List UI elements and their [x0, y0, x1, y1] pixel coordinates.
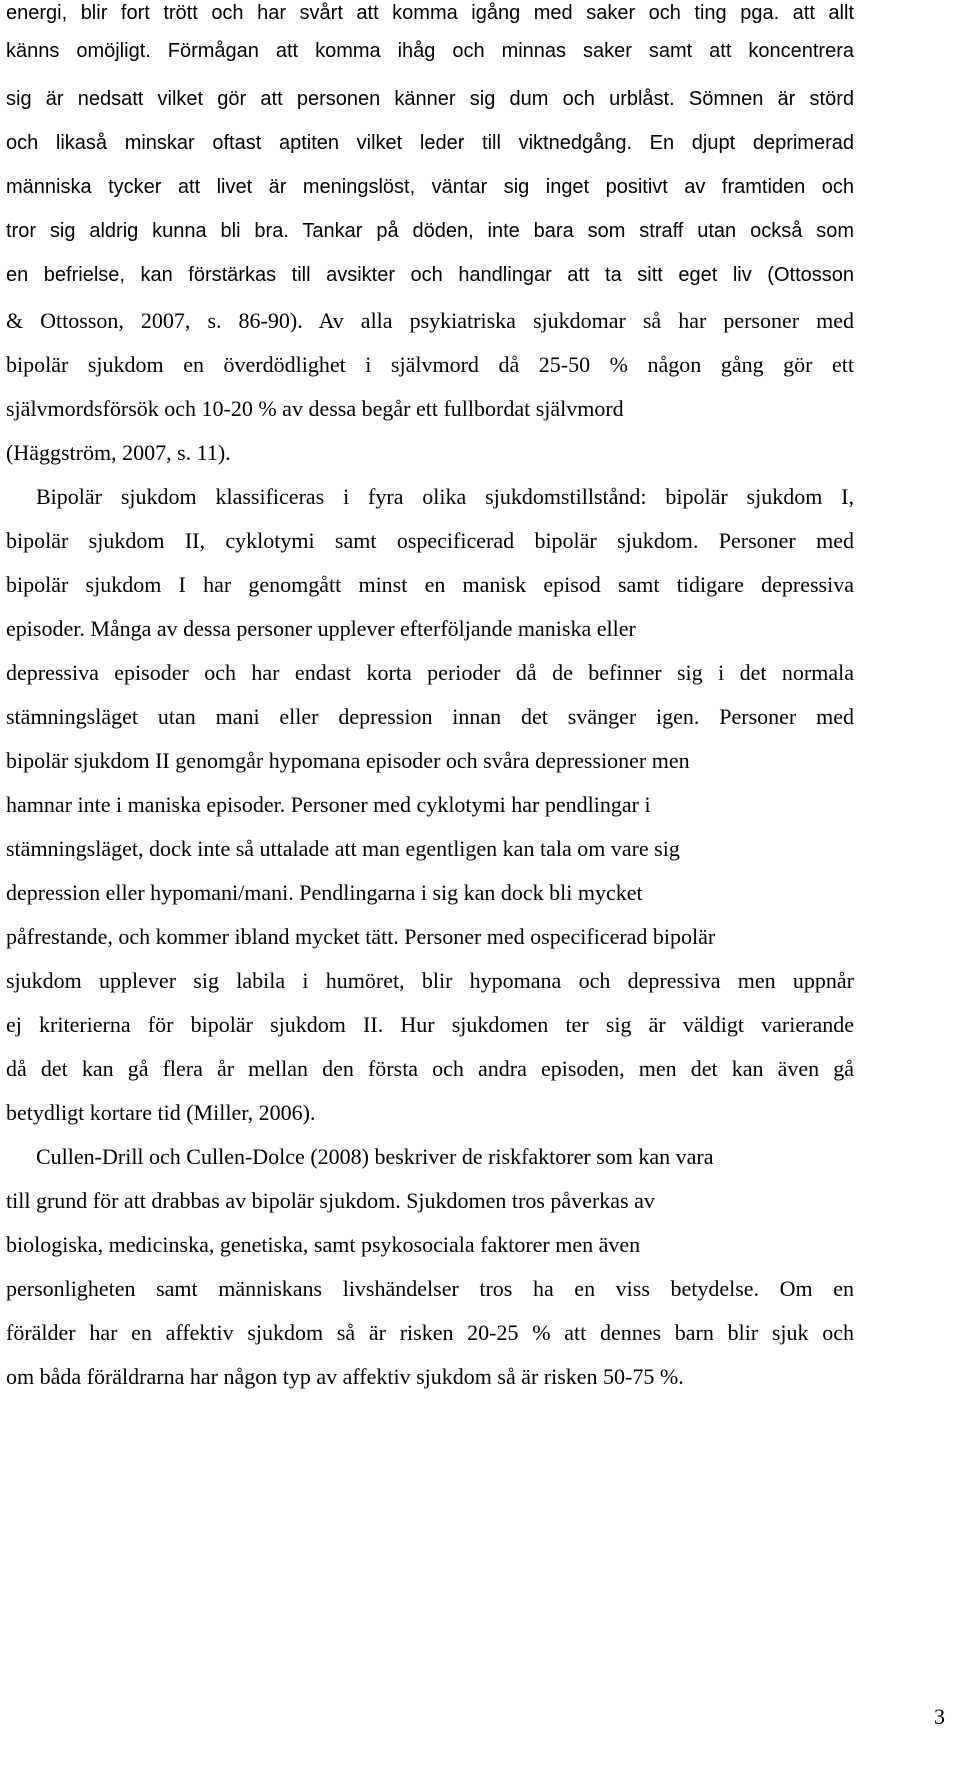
text-line: till grund för att drabbas av bipolär sjukdom. Sjukdomen tros påverkas av: [6, 1188, 655, 1213]
text-line: betydligt kortare tid (Miller, 2006).: [6, 1100, 316, 1125]
text-line: människa tycker att livet är meningslöst, väntar sig inget positivt av framtiden och: [6, 176, 854, 198]
text-line: tror sig aldrig kunna bli bra. Tankar på döden, inte bara som straff utan också som: [6, 220, 854, 242]
text-line: självmordsförsök och 10-20 % av dessa begår ett fullbordat självmord: [6, 396, 624, 421]
text-line: energi, blir fort trött och har svårt att komma igång med saker och ting pga. att allt: [6, 2, 854, 24]
text-line: & Ottosson, 2007, s. 86-90). Av alla psykiatriska sjukdomar så har personer med: [6, 308, 854, 333]
text-line: personligheten samt människans livshändelser tros ha en viss betydelse. Om en: [6, 1276, 854, 1301]
text-line: stämningsläget, dock inte så uttalade att man egentligen kan tala om vare sig: [6, 836, 680, 861]
text-line: depression eller hypomani/mani. Pendlingarna i sig kan dock bli mycket: [6, 880, 643, 905]
text-line: sig är nedsatt vilket gör att personen känner sig dum och urblåst. Sömnen är störd: [6, 88, 854, 110]
text-line: bipolär sjukdom I har genomgått minst en manisk episod samt tidigare depressiva: [6, 572, 854, 597]
text-line: en befrielse, kan förstärkas till avsikter och handlingar att ta sitt eget liv (Ottosson: [6, 264, 854, 286]
text-line: känns omöjligt. Förmågan att komma ihåg och minnas saker samt att koncentrera: [6, 40, 854, 62]
text-line: episoder. Många av dessa personer upplever efterföljande maniska eller: [6, 616, 636, 641]
text-line: ej kriterierna för bipolär sjukdom II. Hur sjukdomen ter sig är väldigt varierande: [6, 1012, 854, 1037]
paragraph-first-line: Cullen-Drill och Cullen-Dolce (2008) beskriver de riskfaktorer som kan vara: [36, 1144, 714, 1169]
text-line: depressiva episoder och har endast korta perioder då de befinner sig i det normala: [6, 660, 854, 685]
text-line: sjukdom upplever sig labila i humöret, blir hypomana och depressiva men uppnår: [6, 968, 854, 993]
text-line: bipolär sjukdom II, cyklotymi samt ospecificerad bipolär sjukdom. Personer med: [6, 528, 854, 553]
text-line: (Häggström, 2007, s. 11).: [6, 440, 231, 465]
text-line: och likaså minskar oftast aptiten vilket leder till viktnedgång. En djupt deprimerad: [6, 132, 854, 154]
paragraph-first-line: Bipolär sjukdom klassificeras i fyra olika sjukdomstillstånd: bipolär sjukdom I,: [36, 484, 854, 509]
text-line: biologiska, medicinska, genetiska, samt psykosociala faktorer men även: [6, 1232, 641, 1257]
text-line: bipolär sjukdom en överdödlighet i självmord då 25-50 % någon gång gör ett: [6, 352, 854, 377]
text-line: förälder har en affektiv sjukdom så är risken 20-25 % att dennes barn blir sjuk och: [6, 1320, 854, 1345]
text-line: bipolär sjukdom II genomgår hypomana episoder och svåra depressioner men: [6, 748, 690, 773]
page-number: 3: [934, 1704, 945, 1729]
text-line: då det kan gå flera år mellan den första och andra episoden, men det kan även gå: [6, 1056, 854, 1081]
text-line: om båda föräldrarna har någon typ av affektiv sjukdom så är risken 50-75 %.: [6, 1364, 684, 1389]
text-line: påfrestande, och kommer ibland mycket tätt. Personer med ospecificerad bipolär: [6, 924, 716, 949]
text-line: hamnar inte i maniska episoder. Personer med cyklotymi har pendlingar i: [6, 792, 651, 817]
text-line: stämningsläget utan mani eller depression innan det svänger igen. Personer med: [6, 704, 854, 729]
